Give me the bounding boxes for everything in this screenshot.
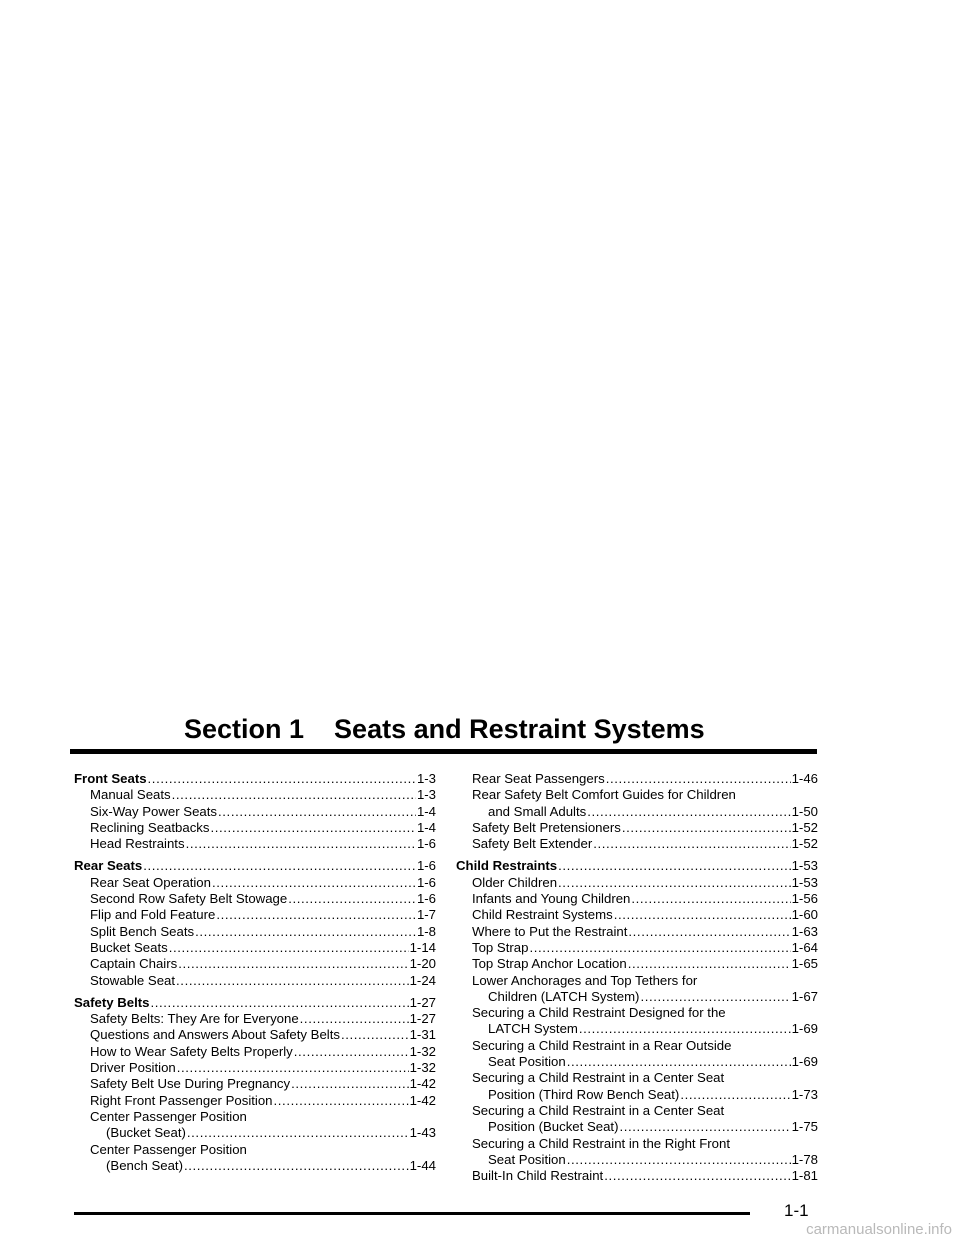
- toc-entry-page: 1-20: [409, 956, 436, 972]
- toc-entry: [74, 787, 436, 803]
- toc-entry-row: [90, 1158, 436, 1174]
- leader-dots: [558, 858, 790, 874]
- toc-entry-page: 1-14: [409, 939, 436, 955]
- toc-entry-page: 1-50: [791, 803, 818, 819]
- toc-entry: [456, 1103, 818, 1136]
- toc-entry-label: Safety Belt Extender: [472, 836, 593, 852]
- footer-rule: [74, 1212, 750, 1215]
- toc-section-heading: [74, 995, 436, 1011]
- toc-entry-row: [472, 1087, 818, 1103]
- toc-entry-page: 1-6: [416, 836, 436, 852]
- toc-entry-page: 1-53: [791, 874, 818, 890]
- toc-entry-label-line: Securing a Child Restraint in a Center Seat: [472, 1070, 725, 1086]
- leader-dots: [606, 771, 791, 787]
- leader-dots: [341, 1027, 409, 1043]
- toc-right-column: [456, 771, 818, 1184]
- toc-entry: [456, 907, 818, 923]
- toc-entry-page: 1-4: [416, 819, 436, 835]
- leader-dots: [143, 858, 416, 874]
- leader-dots: [288, 891, 416, 907]
- leader-dots: [186, 836, 416, 852]
- toc-entry-label: Reclining Seatbacks: [90, 819, 210, 835]
- toc-entry-page: 1-56: [791, 891, 818, 907]
- toc-entry-label: How to Wear Safety Belts Properly: [90, 1043, 293, 1059]
- leader-dots: [593, 836, 790, 852]
- toc-entry: [456, 956, 818, 972]
- toc-entry-page: 1-32: [409, 1060, 436, 1076]
- leader-dots: [211, 820, 416, 836]
- toc-entry-label: Flip and Fold Feature: [90, 907, 216, 923]
- watermark: carmanualsonline.info: [806, 1221, 952, 1238]
- toc-section-heading: [456, 858, 818, 874]
- toc-entry-page: 1-6: [416, 891, 436, 907]
- toc-entry: [74, 1060, 436, 1076]
- toc-entry-page: 1-53: [791, 858, 818, 874]
- leader-dots: [218, 804, 416, 820]
- toc-entry: [74, 924, 436, 940]
- leader-dots: [176, 973, 409, 989]
- toc-entry-label: Stowable Seat: [90, 972, 176, 988]
- toc-entry-label: Rear Seats: [74, 858, 143, 874]
- toc-entry-label-line: Center Passenger Position: [90, 1141, 247, 1157]
- toc-entry-page: 1-42: [409, 1092, 436, 1108]
- toc-entry-label: Safety Belts: They Are for Everyone: [90, 1011, 299, 1027]
- section-title: Section 1 Seats and Restraint Systems: [184, 714, 705, 744]
- toc-entry-label: Manual Seats: [90, 787, 171, 803]
- toc-entry: [74, 1011, 436, 1027]
- toc-entry-page: 1-46: [791, 771, 818, 786]
- toc-entry-page: 1-52: [791, 819, 818, 835]
- toc-entry: [74, 820, 436, 836]
- toc-entry-page: 1-67: [791, 988, 818, 1004]
- toc-entry-label: Safety Belt Pretensioners: [472, 819, 621, 835]
- toc-entry-label-line: Center Passenger Position: [90, 1108, 247, 1124]
- leader-dots: [187, 1125, 409, 1141]
- leader-dots: [294, 1044, 409, 1060]
- toc-entry: [74, 1093, 436, 1109]
- toc-entry: [456, 924, 818, 940]
- toc-entry: [456, 940, 818, 956]
- leader-dots: [291, 1076, 408, 1092]
- toc-entry: [74, 891, 436, 907]
- leader-dots: [614, 907, 791, 923]
- leader-dots: [628, 956, 791, 972]
- toc-entry: [456, 771, 818, 787]
- toc-entry-page: 1-65: [791, 956, 818, 972]
- toc-entry-label: Safety Belt Use During Pregnancy: [90, 1076, 291, 1092]
- leader-dots: [151, 995, 409, 1011]
- toc-entry-page: 1-63: [791, 923, 818, 939]
- toc-entry: [456, 1038, 818, 1071]
- toc-entry-page: 1-52: [791, 836, 818, 852]
- toc-entry-label: Captain Chairs: [90, 956, 178, 972]
- leader-dots: [622, 820, 791, 836]
- toc-entry-row: [472, 1152, 818, 1168]
- leader-dots: [680, 1087, 790, 1103]
- toc-entry: [456, 820, 818, 836]
- toc-entry-label: Where to Put the Restraint: [472, 923, 628, 939]
- toc-entry-page: 1-7: [416, 907, 436, 923]
- toc-entry-page: 1-64: [791, 939, 818, 955]
- toc-entry-page: 1-4: [416, 803, 436, 819]
- leader-dots: [587, 804, 790, 820]
- toc-entry: [456, 1136, 818, 1169]
- toc-entry-page: 1-31: [409, 1027, 436, 1043]
- toc-entry: [74, 956, 436, 972]
- toc-entry-page: 1-78: [791, 1151, 818, 1167]
- leader-dots: [184, 1158, 409, 1174]
- toc-entry-label: Built-In Child Restraint: [472, 1168, 604, 1184]
- toc-entry-label-line: Securing a Child Restraint Designed for the: [472, 1005, 726, 1021]
- toc-entry-label: Seat Position: [488, 1151, 566, 1167]
- toc-entry-label: Questions and Answers About Safety Belts: [90, 1027, 340, 1043]
- toc-entry-label: Position (Bucket Seat): [488, 1119, 619, 1135]
- toc-entry-label: Position (Third Row Bench Seat): [488, 1086, 680, 1102]
- toc-entry-row: [472, 1054, 818, 1070]
- toc-entry: [456, 787, 818, 820]
- leader-dots: [300, 1011, 409, 1027]
- toc-entry: [74, 836, 436, 852]
- toc-entry-row: [472, 1119, 818, 1135]
- toc-entry: [74, 875, 436, 891]
- toc-entry: [74, 973, 436, 989]
- toc-entry-page: 1-24: [409, 972, 436, 988]
- toc-entry: [456, 1070, 818, 1103]
- toc-entry-label: LATCH System: [488, 1021, 578, 1037]
- toc-entry: [74, 1109, 436, 1142]
- toc-entry-label: and Small Adults: [488, 803, 587, 819]
- toc-entry-label-line: Lower Anchorages and Top Tethers for: [472, 972, 698, 988]
- toc-entry-page: 1-60: [791, 907, 818, 923]
- leader-dots: [558, 875, 791, 891]
- toc-entry-page: 1-6: [416, 874, 436, 890]
- leader-dots: [216, 907, 416, 923]
- toc-entry: [456, 1168, 818, 1184]
- toc-entry-label-line: Securing a Child Restraint in the Right Front: [472, 1135, 731, 1151]
- toc-entry-label: Older Children: [472, 874, 558, 890]
- toc-entry-label: Top Strap Anchor Location: [472, 956, 627, 972]
- toc-entry-label: (Bucket Seat): [106, 1125, 186, 1141]
- leader-dots: [628, 924, 790, 940]
- toc-entry-label: Driver Position: [90, 1060, 176, 1076]
- toc-entry-page: 1-27: [409, 994, 436, 1010]
- leader-dots: [148, 771, 416, 787]
- leader-dots: [640, 989, 790, 1005]
- toc-entry-label-line: Securing a Child Restraint in a Rear Outside: [472, 1037, 732, 1053]
- toc-entry-label: Children (LATCH System): [488, 988, 640, 1004]
- leader-dots: [631, 891, 790, 907]
- toc-entry: [74, 907, 436, 923]
- toc-entry-label: (Bench Seat): [106, 1157, 183, 1173]
- toc-entry-label: Second Row Safety Belt Stowage: [90, 891, 288, 907]
- leader-dots: [212, 875, 416, 891]
- toc-entry-label: Bucket Seats: [90, 939, 168, 955]
- toc-entry-row: [472, 989, 818, 1005]
- leader-dots: [604, 1168, 790, 1184]
- leader-dots: [177, 1060, 409, 1076]
- toc-entry: [456, 875, 818, 891]
- toc-entry-page: 1-44: [409, 1157, 436, 1173]
- leader-dots: [172, 787, 416, 803]
- toc-entry-page: 1-27: [409, 1011, 436, 1027]
- leader-dots: [619, 1119, 790, 1135]
- leader-dots: [169, 940, 409, 956]
- toc-entry-label: Safety Belts: [74, 994, 150, 1010]
- leader-dots: [529, 940, 790, 956]
- leader-dots: [567, 1054, 791, 1070]
- toc-entry-label: Head Restraints: [90, 836, 185, 852]
- toc-entry: [74, 940, 436, 956]
- toc-entry-page: 1-3: [416, 771, 436, 786]
- toc-entry: [456, 891, 818, 907]
- toc-section-heading: [74, 858, 436, 874]
- toc-entry-label-line: Securing a Child Restraint in a Center Seat: [472, 1102, 725, 1118]
- toc-entry-label-line: Rear Safety Belt Comfort Guides for Children: [472, 787, 736, 803]
- toc-entry: [74, 1142, 436, 1175]
- toc-entry-label: Front Seats: [74, 771, 147, 786]
- toc-entry: [456, 1005, 818, 1038]
- title-rule: [70, 749, 817, 754]
- toc-entry-label: Seat Position: [488, 1054, 566, 1070]
- toc-entry-label: Right Front Passenger Position: [90, 1092, 273, 1108]
- toc-entry-label: Split Bench Seats: [90, 923, 195, 939]
- toc-entry-label: Rear Seat Passengers: [472, 771, 605, 786]
- leader-dots: [274, 1093, 409, 1109]
- leader-dots: [178, 956, 408, 972]
- toc-entry: [456, 973, 818, 1006]
- leader-dots: [567, 1152, 791, 1168]
- page-number: 1-1: [784, 1201, 809, 1220]
- toc-entry-row: [90, 1125, 436, 1141]
- toc-entry-page: 1-32: [409, 1043, 436, 1059]
- toc-entry-page: 1-69: [791, 1054, 818, 1070]
- toc-entry-label: Six-Way Power Seats: [90, 803, 218, 819]
- toc-entry: [74, 1027, 436, 1043]
- toc-entry-row: [472, 1021, 818, 1037]
- toc-left-column: [74, 771, 436, 1174]
- toc-entry-page: 1-6: [416, 858, 436, 874]
- toc-entry-label: Rear Seat Operation: [90, 874, 211, 890]
- toc-entry-page: 1-43: [409, 1125, 436, 1141]
- toc-entry-page: 1-73: [791, 1086, 818, 1102]
- toc-entry-page: 1-69: [791, 1021, 818, 1037]
- toc-section-heading: [74, 771, 436, 787]
- toc-entry: [74, 1044, 436, 1060]
- toc-entry-label: Infants and Young Children: [472, 891, 631, 907]
- toc-entry-page: 1-8: [416, 923, 436, 939]
- toc-entry-label: Child Restraints: [456, 858, 558, 874]
- toc-entry: [456, 836, 818, 852]
- toc-entry: [74, 804, 436, 820]
- leader-dots: [195, 924, 416, 940]
- toc-entry-label: Top Strap: [472, 939, 529, 955]
- toc-entry-label: Child Restraint Systems: [472, 907, 613, 923]
- toc-entry-row: [472, 804, 818, 820]
- leader-dots: [579, 1021, 791, 1037]
- toc-entry-page: 1-3: [416, 787, 436, 803]
- toc-entry-page: 1-81: [791, 1168, 818, 1184]
- toc-entry: [74, 1076, 436, 1092]
- toc-entry-page: 1-75: [791, 1119, 818, 1135]
- toc-entry-page: 1-42: [409, 1076, 436, 1092]
